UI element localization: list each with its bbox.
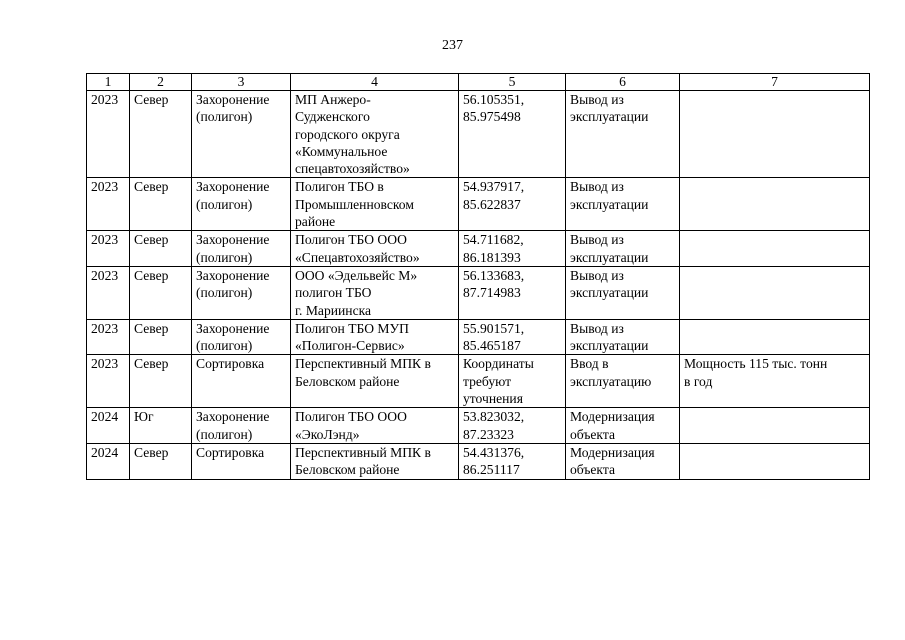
zone-cell: Север: [130, 319, 192, 355]
table-row: [87, 355, 870, 408]
year-cell: 2023: [87, 266, 130, 319]
table-row: [87, 408, 870, 444]
zone-cell: Север: [130, 231, 192, 267]
type-cell: Захоронение (полигон): [192, 178, 291, 231]
facility-cell: Полигон ТБО в Промышленновском районе: [291, 178, 459, 231]
column-header: 3: [192, 74, 291, 91]
facility-cell: Перспективный МПК в Беловском районе: [291, 355, 459, 408]
year-cell: 2023: [87, 231, 130, 267]
type-cell: Захоронение (полигон): [192, 319, 291, 355]
year-cell: 2024: [87, 443, 130, 479]
action-cell: Вывод из эксплуатации: [566, 231, 680, 267]
table-row: [87, 231, 870, 267]
table-row: [87, 266, 870, 319]
coordinates-cell: 54.937917, 85.622837: [459, 178, 566, 231]
year-cell: 2024: [87, 408, 130, 444]
note-cell: [680, 408, 870, 444]
column-header: 2: [130, 74, 192, 91]
zone-cell: Юг: [130, 408, 192, 444]
facility-cell: Полигон ТБО ООО «ЭкоЛэнд»: [291, 408, 459, 444]
action-cell: Вывод из эксплуатации: [566, 266, 680, 319]
column-header: 5: [459, 74, 566, 91]
action-cell: Вывод из эксплуатации: [566, 91, 680, 178]
zone-cell: Север: [130, 443, 192, 479]
year-cell: 2023: [87, 178, 130, 231]
header-row: [87, 74, 870, 91]
facility-cell: Полигон ТБО МУП «Полигон-Сервис»: [291, 319, 459, 355]
table-row: [87, 319, 870, 355]
column-header: 4: [291, 74, 459, 91]
type-cell: Захоронение (полигон): [192, 266, 291, 319]
facility-cell: МП Анжеро- Судженского городского округа «Коммунальное спецавтохозяйство»: [291, 91, 459, 178]
type-cell: Сортировка: [192, 443, 291, 479]
facility-cell: Полигон ТБО ООО «Спецавтохозяйство»: [291, 231, 459, 267]
note-cell: [680, 91, 870, 178]
type-cell: Захоронение (полигон): [192, 408, 291, 444]
zone-cell: Север: [130, 266, 192, 319]
type-cell: Захоронение (полигон): [192, 231, 291, 267]
action-cell: Вывод из эксплуатации: [566, 178, 680, 231]
page-number: 237: [442, 38, 463, 53]
facilities-table: [86, 73, 870, 480]
facility-cell: ООО «Эдельвейс М» полигон ТБО г. Мариинска: [291, 266, 459, 319]
action-cell: Модернизация объекта: [566, 443, 680, 479]
coordinates-cell: 54.711682, 86.181393: [459, 231, 566, 267]
table-row: [87, 178, 870, 231]
action-cell: Модернизация объекта: [566, 408, 680, 444]
table-row: [87, 91, 870, 178]
zone-cell: Север: [130, 355, 192, 408]
column-header: 7: [680, 74, 870, 91]
facility-cell: Перспективный МПК в Беловском районе: [291, 443, 459, 479]
coordinates-cell: 54.431376, 86.251117: [459, 443, 566, 479]
note-cell: Мощность 115 тыс. тонн в год: [680, 355, 870, 408]
type-cell: Захоронение (полигон): [192, 91, 291, 178]
year-cell: 2023: [87, 319, 130, 355]
note-cell: [680, 319, 870, 355]
coordinates-cell: Координаты требуют уточнения: [459, 355, 566, 408]
coordinates-cell: 56.105351, 85.975498: [459, 91, 566, 178]
year-cell: 2023: [87, 91, 130, 178]
table-row: [87, 443, 870, 479]
zone-cell: Север: [130, 178, 192, 231]
coordinates-cell: 56.133683, 87.714983: [459, 266, 566, 319]
type-cell: Сортировка: [192, 355, 291, 408]
note-cell: [680, 443, 870, 479]
coordinates-cell: 53.823032, 87.23323: [459, 408, 566, 444]
note-cell: [680, 231, 870, 267]
zone-cell: Север: [130, 91, 192, 178]
action-cell: Ввод в эксплуатацию: [566, 355, 680, 408]
year-cell: 2023: [87, 355, 130, 408]
note-cell: [680, 178, 870, 231]
column-header: 6: [566, 74, 680, 91]
column-header: 1: [87, 74, 130, 91]
coordinates-cell: 55.901571, 85.465187: [459, 319, 566, 355]
note-cell: [680, 266, 870, 319]
action-cell: Вывод из эксплуатации: [566, 319, 680, 355]
